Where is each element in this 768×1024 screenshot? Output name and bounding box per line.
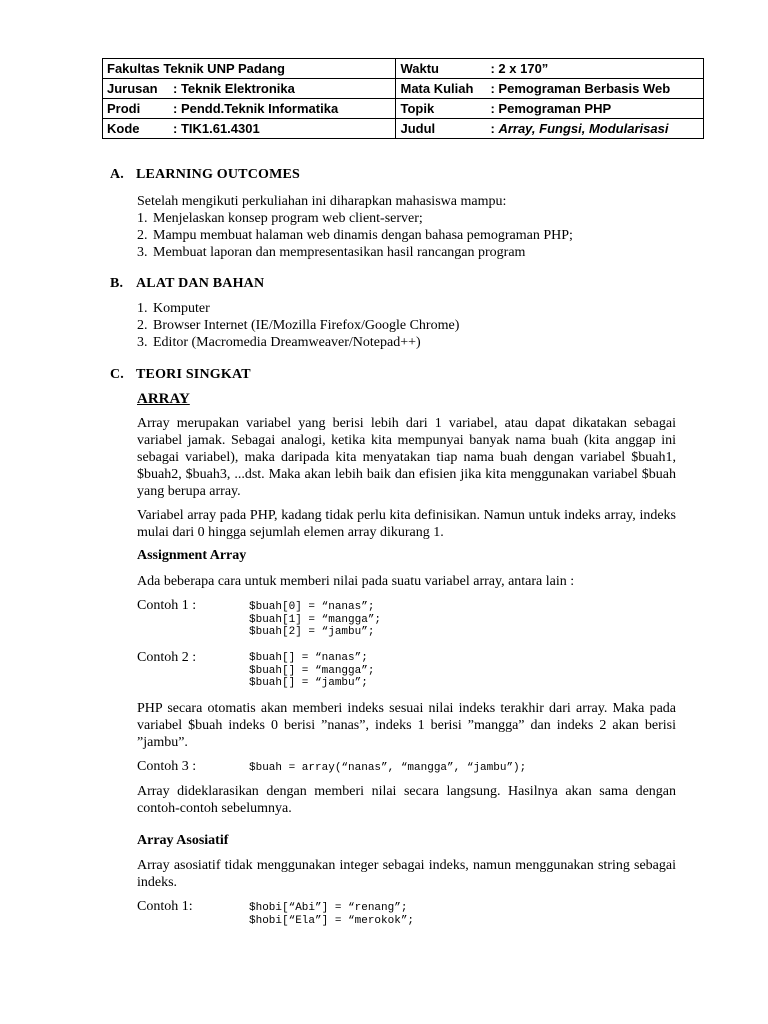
course-info-table: [102, 58, 704, 139]
array-paragraph-2: Variabel array pada PHP, kadang tidak perlu kita definisikan. Namun untuk indeks array, indeks mulai dari 0 hingga sejumlah elemen array dikurang 1.: [137, 508, 676, 540]
section-c-heading: C. TEORI SINGKAT: [110, 367, 251, 382]
table-row: [103, 59, 704, 79]
prodi-cell: Prodi : Pendd.Teknik Informatika: [103, 99, 396, 119]
section-a-intro: Setelah mengikuti perkuliahan ini diharapkan mahasiswa mampu:: [137, 194, 507, 209]
list-item: 2. Mampu membuat halaman web dinamis dengan bahasa pemograman PHP;: [137, 228, 573, 243]
array-asosiatif-paragraph: Array asosiatif tidak menggunakan integer sebagai indeks, namun menggunakan string sebagai indeks.: [137, 858, 676, 890]
contoh-2-label: Contoh 2 :: [137, 650, 197, 665]
section-b-heading: B. ALAT DAN BAHAN: [110, 276, 265, 291]
assignment-intro: Ada beberapa cara untuk memberi nilai pada suatu variabel array, antara lain :: [137, 574, 575, 589]
array-paragraph-1: Array merupakan variabel yang berisi lebih dari 1 variabel, atau dapat dikatakan sebagai variabel jamak. Sebagai analogi, ketika kita mempunyai banyak nama buah (kita anggap ini sebagai variabel), maka daripada kita menyatakan tiap nama buah dengan variabel $buah1, $buah2, $buah3, ...dst. Maka akan lebih baik dan efisien jika kita menggunakan variabel $buah yang berupa array.: [137, 416, 676, 499]
waktu-cell: Waktu : 2 x 170”: [396, 59, 704, 79]
contoh-3-label: Contoh 3 :: [137, 759, 197, 774]
list-item: 1. Menjelaskan konsep program web client-server;: [137, 211, 423, 226]
judul-cell: Judul : Array, Fungsi, Modularisasi: [396, 119, 704, 139]
contoh-4-label: Contoh 1:: [137, 899, 193, 914]
faculty-cell: Fakultas Teknik UNP Padang: [103, 59, 396, 79]
matkul-cell: Mata Kuliah : Pemograman Berbasis Web: [396, 79, 704, 99]
kode-cell: Kode : TIK1.61.4301: [103, 119, 396, 139]
contoh-2-code: $buah[] = “nanas”; $buah[] = “mangga”; $buah[] = “jambu”;: [249, 652, 375, 689]
list-item: 1. Komputer: [137, 301, 210, 316]
php-auto-paragraph: PHP secara otomatis akan memberi indeks sesuai nilai indeks terakhir dari array. Maka pada variabel $buah indeks 0 berisi ”nanas”, indeks 1 berisi ”mangga” dan indeks 2 akan berisi ”jambu”.: [137, 701, 676, 750]
table-row: [103, 79, 704, 99]
list-item: 3. Editor (Macromedia Dreamweaver/Notepad++): [137, 335, 421, 350]
table-row: [103, 119, 704, 139]
contoh-1-label: Contoh 1 :: [137, 598, 197, 613]
contoh-4-code: $hobi[“Abi”] = “renang”; $hobi[“Ela”] = “merokok”;: [249, 902, 415, 927]
assignment-array-heading: Assignment Array: [137, 548, 247, 563]
contoh-1-code: $buah[0] = “nanas”; $buah[1] = “mangga”; $buah[2] = “jambu”;: [249, 601, 382, 638]
topik-cell: Topik : Pemograman PHP: [396, 99, 704, 119]
section-a-heading: A. LEARNING OUTCOMES: [110, 167, 301, 182]
declared-paragraph: Array dideklarasikan dengan memberi nilai secara langsung. Hasilnya akan sama dengan contoh-contoh sebelumnya.: [137, 784, 676, 816]
jurusan-cell: Jurusan : Teknik Elektronika: [103, 79, 396, 99]
table-row: [103, 99, 704, 119]
array-heading: ARRAY: [137, 391, 190, 407]
list-item: 3. Membuat laporan dan mempresentasikan hasil rancangan program: [137, 245, 526, 260]
array-asosiatif-heading: Array Asosiatif: [137, 833, 229, 848]
contoh-3-code: $buah = array(“nanas”, “mangga”, “jambu”);: [249, 762, 527, 774]
list-item: 2. Browser Internet (IE/Mozilla Firefox/Google Chrome): [137, 318, 460, 333]
